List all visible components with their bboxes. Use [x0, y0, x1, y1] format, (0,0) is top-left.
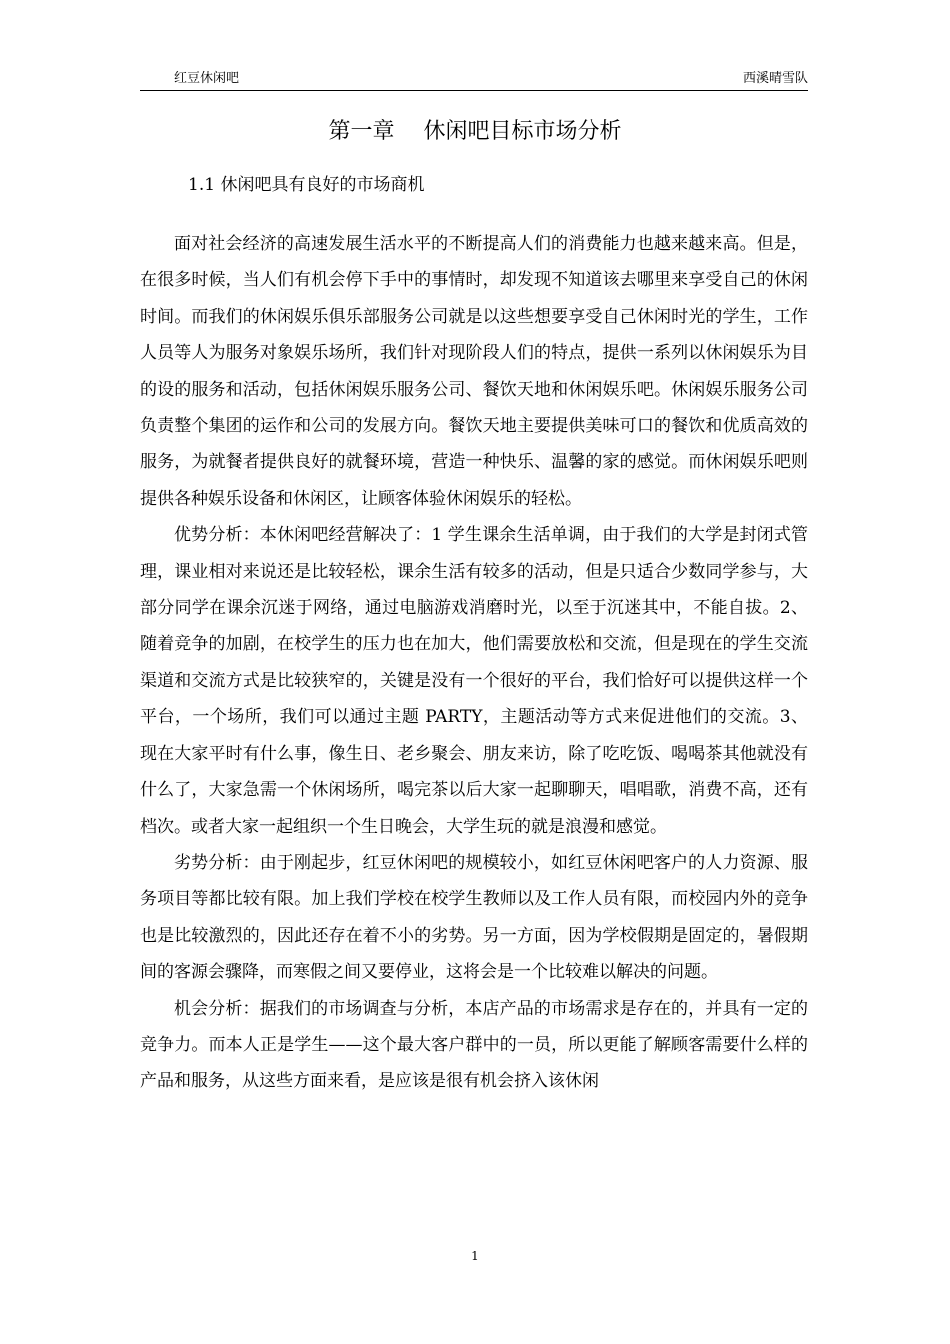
page-header: [140, 70, 808, 91]
header-left-text: 红豆休闲吧: [174, 71, 240, 86]
body-text: [140, 226, 808, 1100]
chapter-title: 第一章 休闲吧目标市场分析: [328, 119, 622, 144]
paragraph-opportunities: 机会分析：据我们的市场调查与分析，本店产品的市场需求是存在的，并具有一定的竞争力。而本人正是学生——这个最大客户群中的一员，所以更能了解顾客需要什么样的产品和服务，从这些方面来看，是应该是很有机会挤入该休闲: [140, 998, 808, 1092]
section-title: 1.1 休闲吧具有良好的市场商机: [188, 175, 425, 195]
header-right-text: 西溪晴雪队: [742, 71, 808, 86]
page-number: 1: [471, 1249, 479, 1263]
paragraph-strengths: 优势分析：本休闲吧经营解决了：1 学生课余生活单调，由于我们的大学是封闭式管理，课业相对来说还是比较轻松，课余生活有较多的活动，但是只适合少数同学参与，大部分同学在课余沉迷于网络，通过电脑游戏消磨时光，以至于沉迷其中，不能自拔。2、随着竞争的加剧，在校学生的压力也在加大，他们需要放松和交流，但是现在的学生交流渠道和交流方式是比较狭窄的，关键是没有一个很好的平台，我们恰好可以提供这样一个平台，一个场所，我们可以通过主题 PARTY，主题活动等方式来促进他们的交流。3、现在大家平时有什么事，像生日、老乡聚会、朋友来访，除了吃吃饭、喝喝茶其他就没有什么了，大家急需一个休闲场所，喝完茶以后大家一起聊聊天，唱唱歌，消费不高，还有档次。或者大家一起组织一个生日晚会，大学生玩的就是浪漫和感觉。: [140, 525, 808, 837]
paragraph-weaknesses: 劣势分析：由于刚起步，红豆休闲吧的规模较小，如红豆休闲吧客户的人力资源、服务项目等都比较有限。加上我们学校在校学生教师以及工作人员有限，而校园内外的竞争也是比较激烈的，因此还存在着不小的劣势。另一方面，因为学校假期是固定的，暑假期间的客源会骤降，而寒假之间又要停业，这将会是一个比较难以解决的问题。: [140, 852, 808, 983]
paragraph-intro: 面对社会经济的高速发展生活水平的不断提高人们的消费能力也越来越来高。但是，在很多时候，当人们有机会停下手中的事情时，却发现不知道该去哪里来享受自己的休闲时间。而我们的休闲娱乐俱乐部服务公司就是以这些想要享受自己休闲时光的学生，工作人员等人为服务对象娱乐场所，我们针对现阶段人们的特点，提供一系列以休闲娱乐为目的设的服务和活动，包括休闲娱乐服务公司、餐饮天地和休闲娱乐吧。休闲娱乐服务公司负责整个集团的运作和公司的发展方向。餐饮天地主要提供美味可口的餐饮和优质高效的服务，为就餐者提供良好的就餐环境，营造一种快乐、温馨的家的感觉。而休闲娱乐吧则提供各种娱乐设备和休闲区，让顾客体验休闲娱乐的轻松。: [140, 234, 808, 509]
